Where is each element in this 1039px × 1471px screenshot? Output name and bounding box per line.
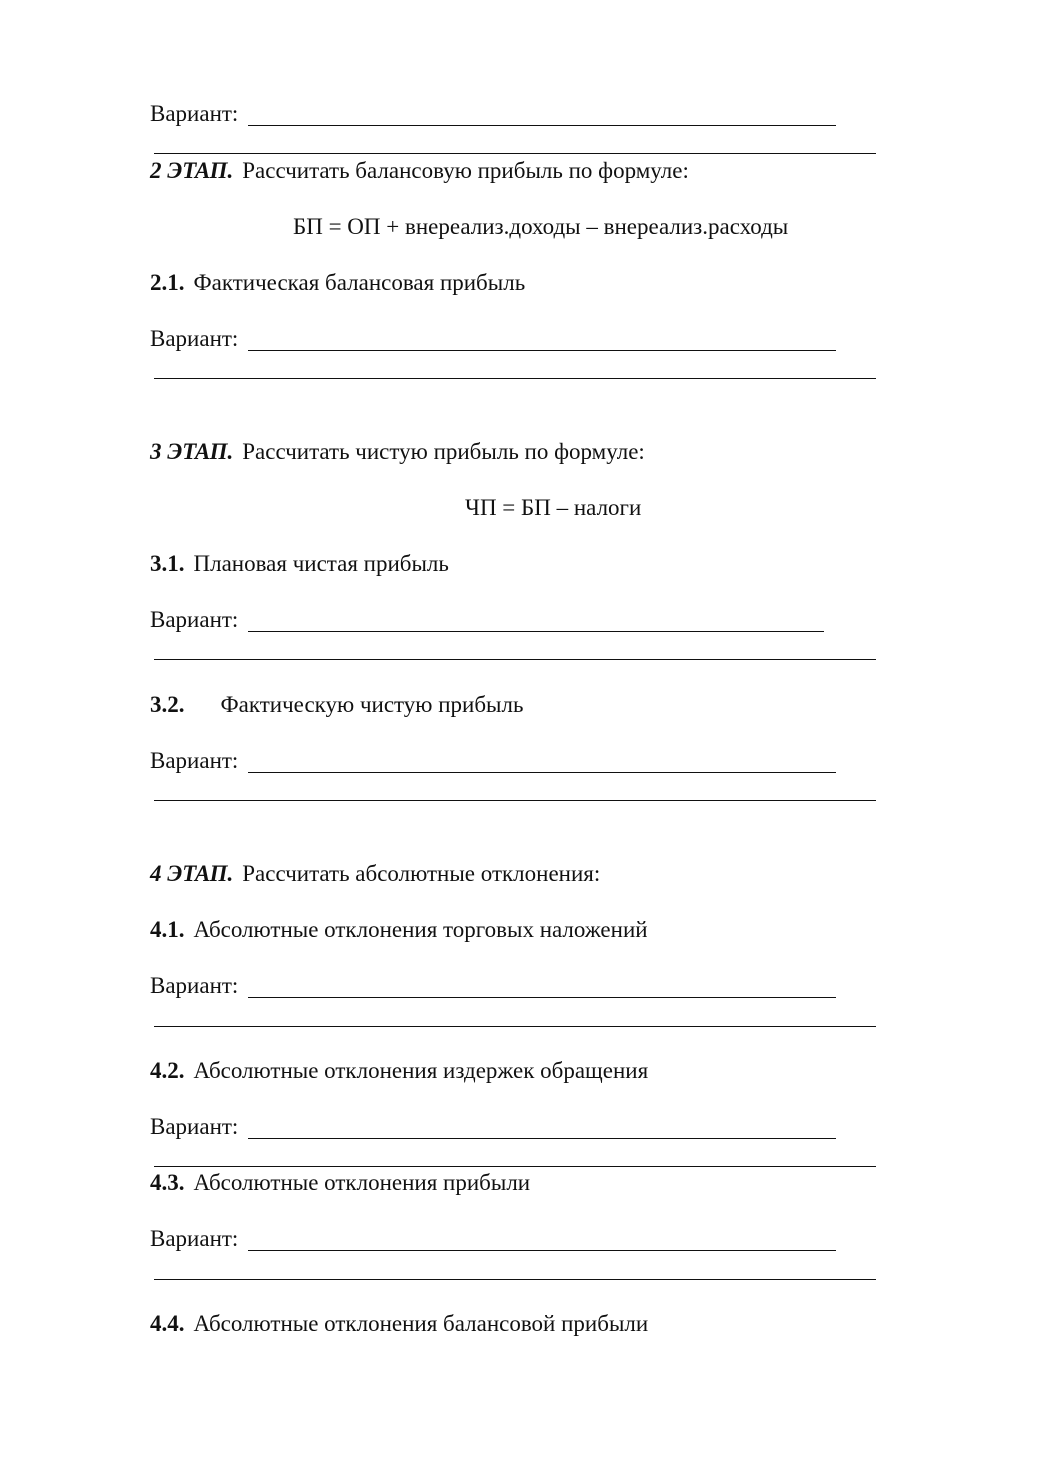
- section-3-2-number: 3.2.: [150, 692, 185, 717]
- variant-label: Вариант:: [150, 101, 239, 126]
- section-4-4: [150, 1309, 648, 1339]
- variant-answer-line[interactable]: [248, 631, 824, 632]
- variant-label: Вариант:: [150, 1114, 239, 1139]
- section-3-1-title: Плановая чистая прибыль: [193, 551, 449, 576]
- section-2-1-number: 2.1.: [150, 270, 185, 295]
- stage-4-label: 4 ЭТАП.: [150, 861, 234, 886]
- stage-4-heading: [150, 859, 600, 889]
- variant-label: Вариант:: [150, 326, 239, 351]
- answer-continuation-line[interactable]: [154, 659, 876, 660]
- stage-3-formula: ЧП = БП – налоги: [465, 495, 642, 520]
- section-4-4-title: Абсолютные отклонения балансовой прибыли: [193, 1311, 649, 1336]
- section-4-3: [150, 1168, 530, 1198]
- section-4-2-title: Абсолютные отклонения издержек обращения: [193, 1058, 649, 1083]
- variant-label: Вариант:: [150, 973, 239, 998]
- stage-2-label: 2 ЭТАП.: [150, 158, 234, 183]
- section-3-2-title: Фактическую чистую прибыль: [220, 692, 524, 717]
- variant-answer-line[interactable]: [248, 772, 836, 773]
- variant-label: Вариант:: [150, 748, 239, 773]
- stage-3-label: 3 ЭТАП.: [150, 439, 234, 464]
- variant-label: Вариант:: [150, 607, 239, 632]
- section-4-3-title: Абсолютные отклонения прибыли: [193, 1170, 531, 1195]
- variant-answer-line[interactable]: [248, 997, 836, 998]
- variant-answer-line[interactable]: [248, 125, 836, 126]
- section-4-2-number: 4.2.: [150, 1058, 185, 1083]
- section-4-2: [150, 1056, 648, 1086]
- answer-continuation-line[interactable]: [154, 153, 876, 154]
- stage-3-heading: [150, 437, 645, 467]
- section-2-1-title: Фактическая балансовая прибыль: [193, 270, 526, 295]
- variant-answer-line[interactable]: [248, 1250, 836, 1251]
- section-4-1-title: Абсолютные отклонения торговых наложений: [193, 917, 648, 942]
- section-3-1: [150, 549, 449, 579]
- variant-answer-line[interactable]: [248, 350, 836, 351]
- variant-label: Вариант:: [150, 1226, 239, 1251]
- answer-continuation-line[interactable]: [154, 1166, 876, 1167]
- stage-3-text: Рассчитать чистую прибыль по формуле:: [242, 439, 645, 464]
- variant-answer-line[interactable]: [248, 1138, 836, 1139]
- section-3-2: [150, 690, 523, 720]
- stage-2-text: Рассчитать балансовую прибыль по формуле:: [242, 158, 689, 183]
- section-4-3-number: 4.3.: [150, 1170, 185, 1195]
- section-4-1-number: 4.1.: [150, 917, 185, 942]
- section-3-1-number: 3.1.: [150, 551, 185, 576]
- section-4-4-number: 4.4.: [150, 1311, 185, 1336]
- answer-continuation-line[interactable]: [154, 1026, 876, 1027]
- answer-continuation-line[interactable]: [154, 378, 876, 379]
- stage-2-formula: БП = ОП + внереализ.доходы – внереализ.расходы: [293, 214, 789, 239]
- section-2-1: [150, 268, 525, 298]
- stage-4-text: Рассчитать абсолютные отклонения:: [242, 861, 601, 886]
- answer-continuation-line[interactable]: [154, 800, 876, 801]
- answer-continuation-line[interactable]: [154, 1279, 876, 1280]
- section-4-1: [150, 915, 648, 945]
- stage-2-heading: [150, 156, 689, 186]
